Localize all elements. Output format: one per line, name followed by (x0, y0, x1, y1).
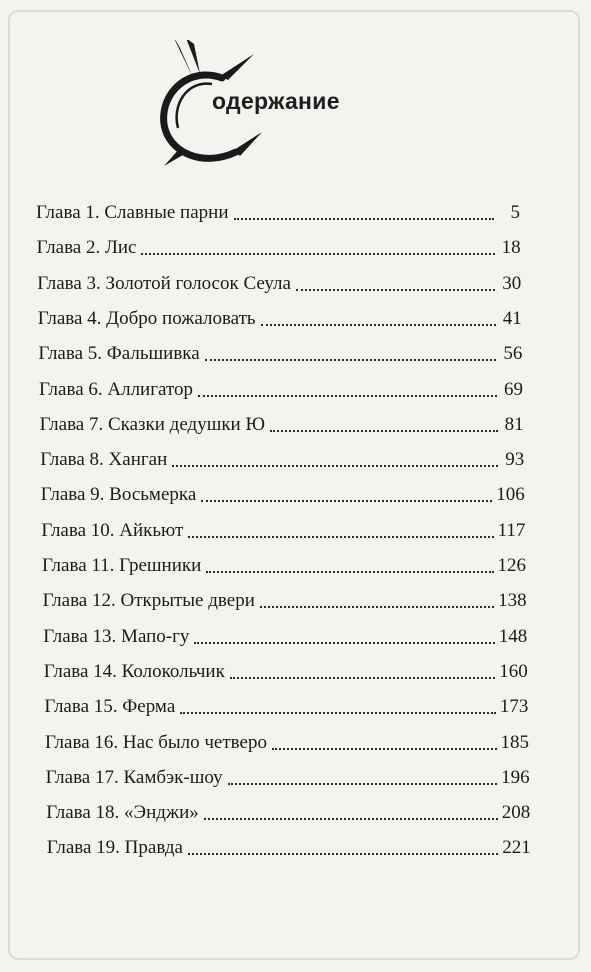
toc-dot-leader (260, 606, 494, 608)
toc-entry (38, 298, 522, 330)
toc-entry (47, 827, 531, 859)
toc-dot-leader (201, 500, 492, 502)
toc-entry (42, 545, 526, 577)
toc-chapter-title: Глава 10. Айкьют (41, 519, 184, 541)
toc-page-number: 208 (501, 802, 531, 824)
toc-dot-leader (228, 783, 497, 785)
toc-entry (37, 227, 521, 259)
toc-entry (36, 192, 520, 224)
toc-entry (41, 474, 525, 506)
toc-dot-leader (296, 289, 495, 291)
toc-dot-leader (188, 536, 493, 538)
toc-chapter-title: Глава 5. Фальшивка (38, 343, 200, 365)
toc-chapter-title: Глава 11. Грешники (42, 555, 202, 576)
toc-entry (38, 333, 522, 365)
contents-title: одержание (212, 88, 340, 114)
toc-dot-leader (272, 748, 497, 750)
toc-chapter-title: Глава 13. Мапо-гу (43, 625, 190, 647)
toc-dot-leader (198, 395, 497, 397)
toc-page-number: 30 (502, 272, 522, 294)
toc-page-number: 69 (504, 378, 523, 400)
toc-chapter-title: Глава 6. Аллигатор (39, 378, 194, 400)
toc-page-number: 93 (505, 449, 525, 471)
toc-entry (43, 616, 527, 648)
toc-dot-leader (205, 359, 497, 361)
toc-page-number: 138 (498, 590, 527, 612)
toc-entry (40, 404, 524, 436)
toc-page-number: 173 (499, 696, 529, 718)
toc-chapter-title: Глава 14. Колокольчик (43, 660, 225, 682)
toc-page-number: 185 (500, 731, 529, 753)
toc-page-number: 106 (496, 484, 525, 506)
toc-dot-leader (194, 642, 494, 644)
toc-page-number: 126 (497, 555, 526, 576)
toc-dot-leader (261, 324, 496, 326)
toc-entry (46, 757, 530, 789)
toc-chapter-title: Глава 12. Открытые двери (42, 590, 255, 612)
toc-chapter-title: Глава 4. Добро пожаловать (37, 307, 256, 329)
toc-chapter-title: Глава 16. Нас было четверо (45, 731, 267, 753)
toc-entry (45, 722, 529, 754)
toc-page-number: 221 (502, 837, 531, 859)
toc-entry (40, 439, 524, 471)
toc-dot-leader (188, 853, 498, 855)
toc-chapter-title: Глава 9. Восьмерка (40, 484, 197, 506)
toc-page-number: 196 (501, 766, 530, 788)
toc-entry (37, 263, 521, 295)
toc-dot-leader (206, 571, 493, 573)
toc-chapter-title: Глава 17. Камбэк-шоу (45, 766, 223, 788)
toc-entry (41, 510, 525, 542)
toc-dot-leader (180, 712, 496, 714)
toc-entry (46, 792, 530, 824)
toc-chapter-title: Глава 7. Сказки дедушки Ю (39, 413, 265, 435)
toc-page-number: 56 (503, 343, 523, 365)
toc-page-number: 148 (498, 625, 528, 647)
toc-page-number: 5 (510, 202, 520, 223)
toc-dot-leader (141, 253, 494, 255)
toc-chapter-title: Глава 15. Ферма (44, 696, 176, 718)
toc-dot-leader (270, 430, 498, 432)
toc-entry (39, 369, 523, 401)
toc-chapter-title: Глава 19. Правда (46, 837, 183, 859)
toc-page-number: 117 (497, 519, 526, 541)
toc-dot-leader (230, 677, 495, 679)
toc-chapter-title: Глава 18. «Энджи» (46, 802, 199, 824)
toc-page-number: 41 (502, 307, 522, 329)
toc-chapter-title: Глава 2. Лис (36, 237, 137, 259)
toc-dot-leader (204, 818, 498, 820)
toc-chapter-title: Глава 3. Золотой голосок Сеула (37, 272, 291, 294)
toc-page-number: 81 (504, 413, 524, 435)
toc-entry (44, 651, 528, 683)
toc-chapter-title: Глава 8. Ханган (40, 449, 168, 471)
toc-chapter-title: Глава 1. Славные парни (36, 202, 229, 223)
toc-dot-leader (172, 465, 498, 467)
toc-page-number: 160 (499, 660, 528, 682)
toc-entry (43, 580, 527, 612)
toc-dot-leader (234, 218, 495, 220)
toc-entry (44, 686, 528, 718)
toc-page-number: 18 (501, 237, 521, 259)
